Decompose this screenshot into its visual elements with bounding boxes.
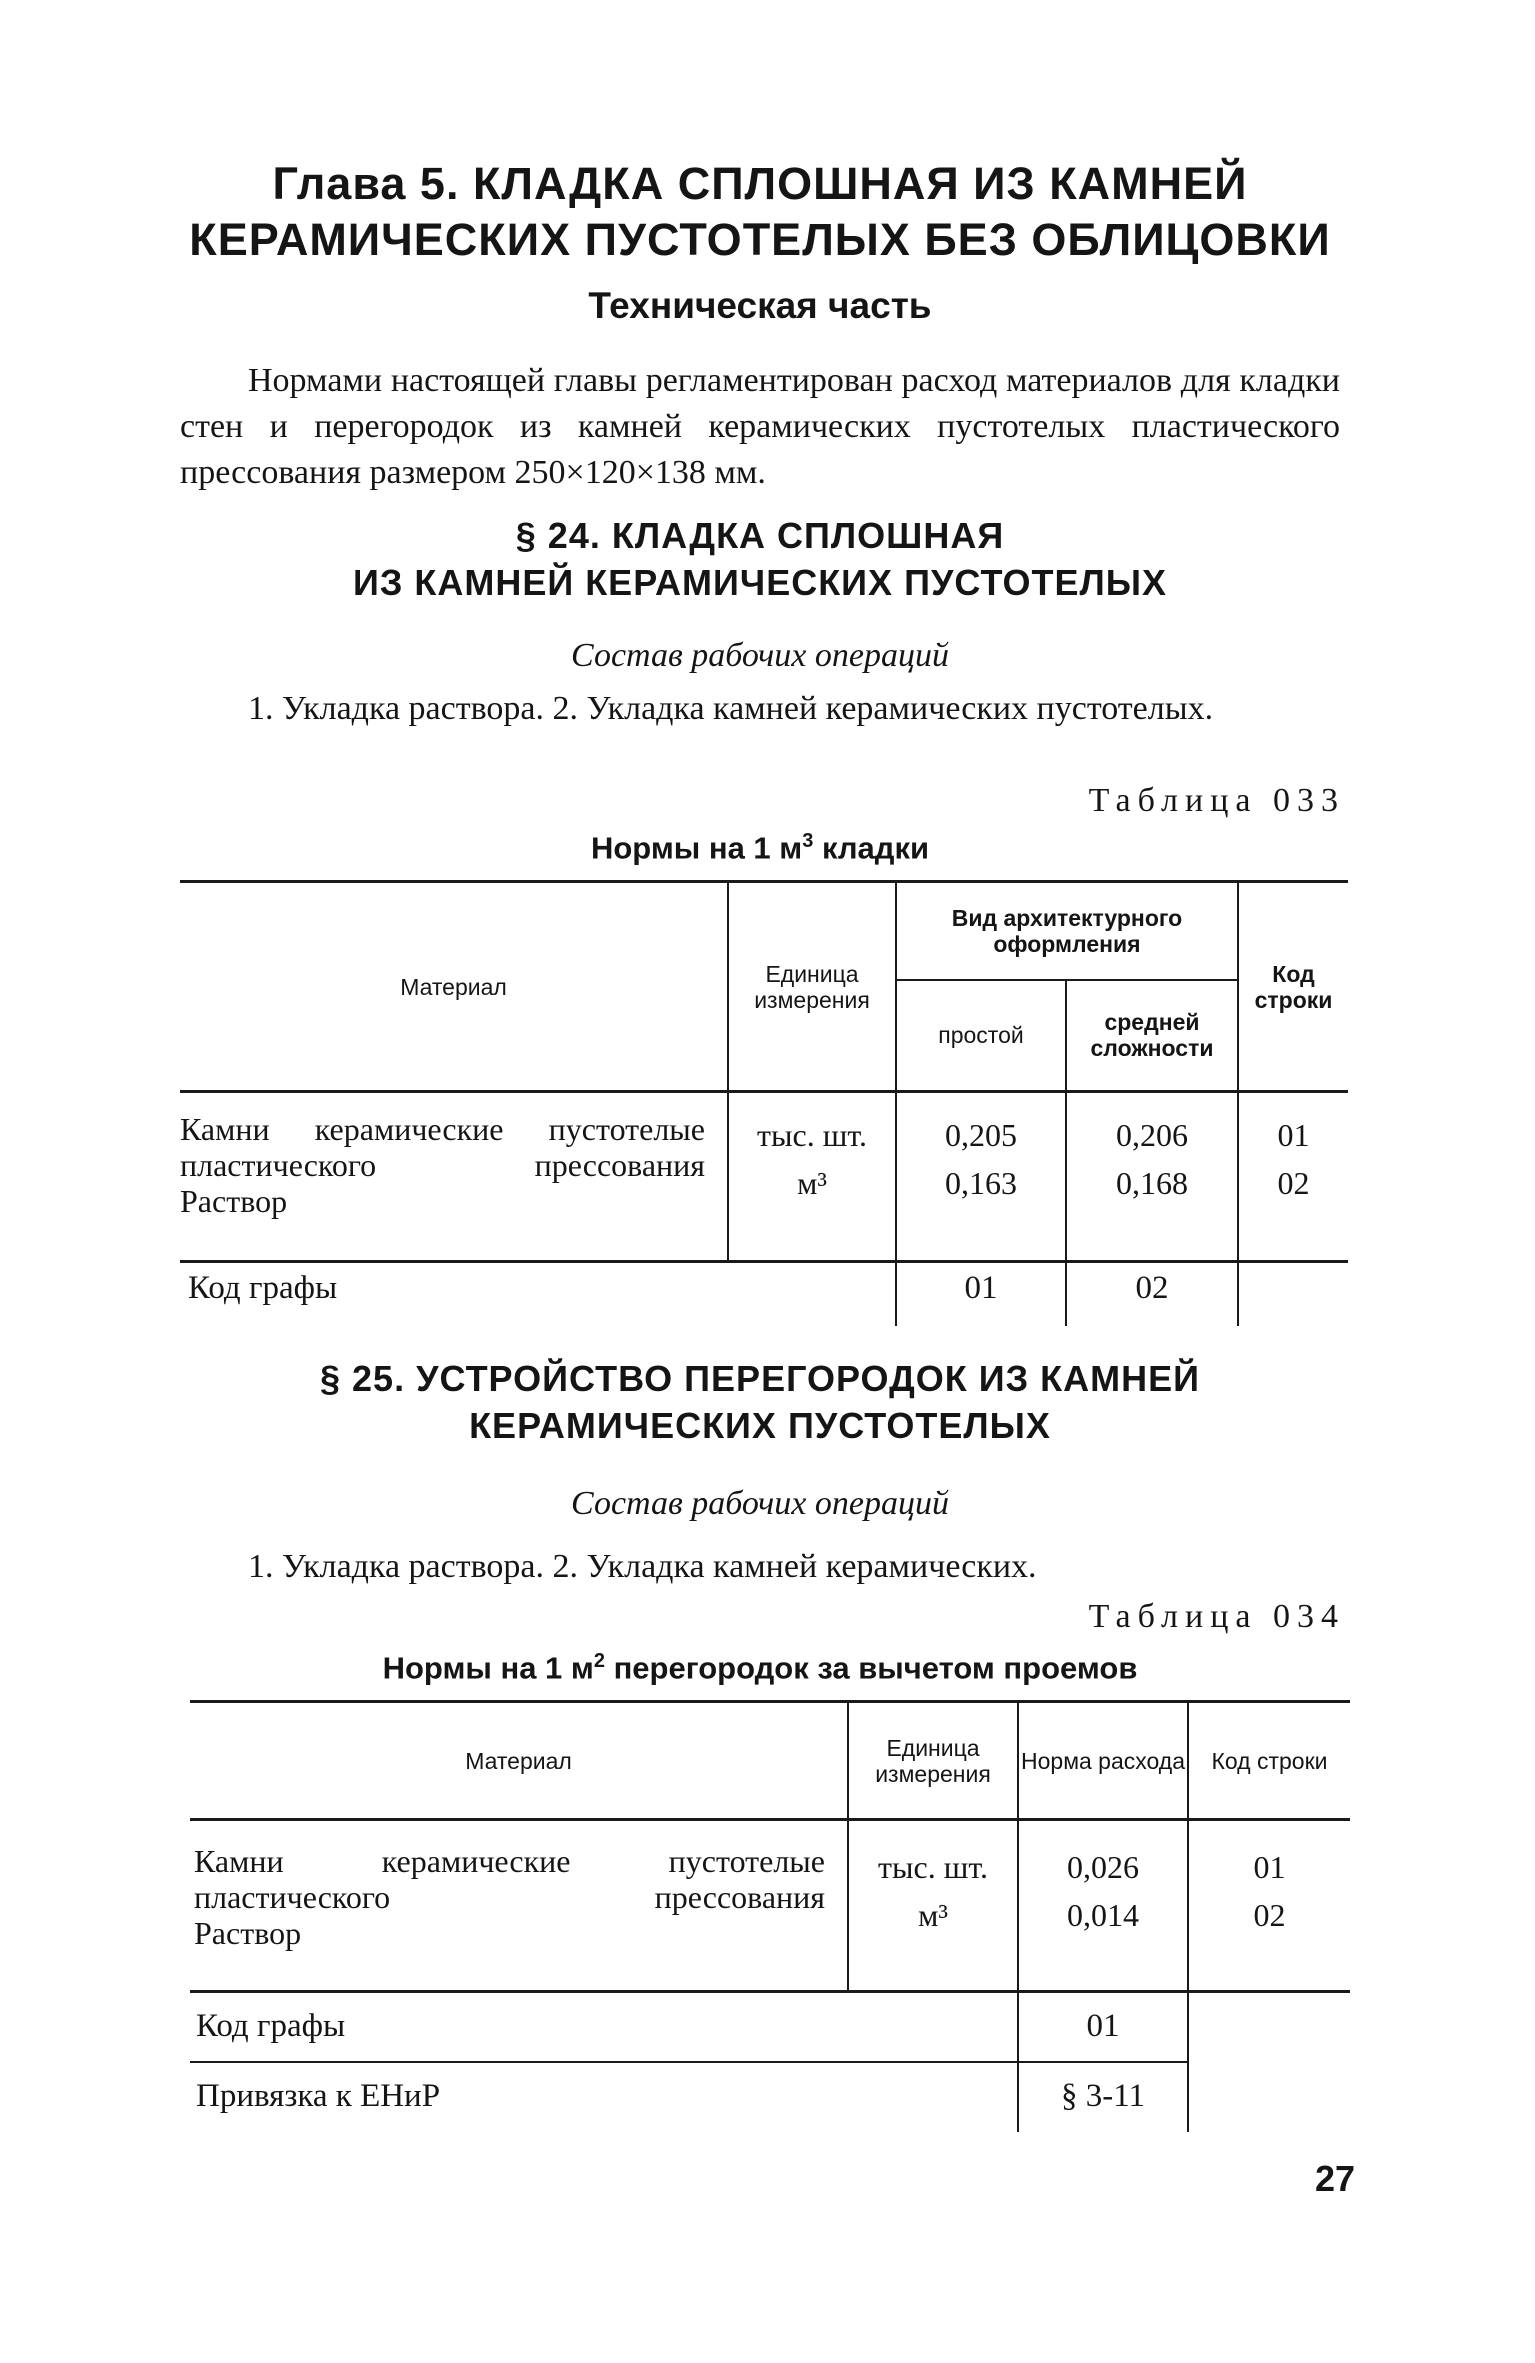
table-033-row-2-simple: 0,163 <box>945 1165 1017 1201</box>
table-034-row-1-unit: тыс. шт. <box>878 1849 988 1885</box>
table-033-footer-col-1: 01 <box>896 1262 1066 1326</box>
technical-part-body: Нормами настоящей главы регламентирован расход материалов для кладки стен и перегородок из камней керамических пустотелых пластического прессования размером 250×120×138 мм. <box>180 362 1340 491</box>
chapter-title <box>180 156 1340 268</box>
table-033-header-simple: простой <box>896 980 1066 1092</box>
section-25-title-line-2: КЕРАМИЧЕСКИХ ПУСТОТЕЛЫХ <box>469 1405 1051 1446</box>
table-033-simple-cell <box>896 1092 1066 1262</box>
table-033-caption-exponent: 3 <box>802 830 814 852</box>
table-034-norm-cell <box>1018 1820 1188 1992</box>
table-033-row-1-simple: 0,205 <box>945 1117 1017 1153</box>
section-25-ops-body: 1. Укладка раствора. 2. Укладка камней керамических. <box>248 1548 1037 1585</box>
table-033-row-1-medium: 0,206 <box>1116 1117 1188 1153</box>
table-034-header-material: Материал <box>190 1702 848 1820</box>
table-034-row-2-norm: 0,014 <box>1067 1897 1139 1933</box>
table-033-header-material: Материал <box>180 882 728 1092</box>
table-033-units-cell <box>728 1092 896 1262</box>
table-033-code-cell <box>1238 1092 1348 1262</box>
section-25-title <box>180 1355 1340 1449</box>
section-25-ops-heading: Состав рабочих операций <box>571 1485 949 1522</box>
chapter-title-line-1: Глава 5. КЛАДКА СПЛОШНАЯ ИЗ КАМНЕЙ <box>272 158 1248 209</box>
table-034 <box>190 1700 1350 2132</box>
table-033-medium-cell <box>1066 1092 1238 1262</box>
table-033-header-unit: Единица измерения <box>728 882 896 1092</box>
table-033-row-2-unit: м³ <box>797 1165 827 1201</box>
section-24-ops-body: 1. Укладка раствора. 2. Укладка камней керамических пустотелых. <box>248 690 1214 727</box>
table-034-footer-2-label: Привязка к ЕНиР <box>196 2077 441 2114</box>
table-034-footer-2-value: § 3-11 <box>1018 2062 1188 2132</box>
table-034-caption <box>180 1650 1340 1686</box>
section-24-ops-text <box>180 686 1340 732</box>
table-033-row-1-code: 01 <box>1277 1117 1310 1153</box>
table-034-code-cell <box>1188 1820 1350 1992</box>
table-033-footer-label: Код графы <box>188 1270 338 1306</box>
table-033-caption-text: Нормы на 1 м <box>590 830 803 866</box>
technical-part-heading: Техническая часть <box>588 285 932 326</box>
table-034-row-2-unit: м³ <box>918 1897 948 1933</box>
table-034-caption-tail: перегородок за вычетом проемов <box>604 1650 1138 1686</box>
table-033-header-medium: средней сложности <box>1066 980 1238 1092</box>
table-033-header-style-group: Вид архитектурного оформления <box>896 882 1238 980</box>
table-034-footer-1-value: 01 <box>1018 1992 1188 2062</box>
table-033-row-2-code: 02 <box>1277 1165 1310 1201</box>
table-034-caption-exponent: 2 <box>593 1650 605 1672</box>
table-033-footer-col-2: 02 <box>1066 1262 1238 1326</box>
section-24-title-line-2: ИЗ КАМНЕЙ КЕРАМИЧЕСКИХ ПУСТОТЕЛЫХ <box>352 562 1168 603</box>
table-034-header-norm: Норма расхода <box>1018 1702 1188 1820</box>
table-033-row-2-medium: 0,168 <box>1116 1165 1188 1201</box>
section-25-ops-text <box>180 1544 1340 1590</box>
section-24-title-line-1: § 24. КЛАДКА СПЛОШНАЯ <box>515 515 1005 556</box>
table-034-row-2-material: Раствор <box>194 1915 302 1951</box>
table-034-units-cell <box>848 1820 1018 1992</box>
table-034-header-row-code: Код строки <box>1188 1702 1350 1820</box>
table-033-row-2-material: Раствор <box>180 1183 288 1219</box>
table-034-label: Таблица 034 <box>1088 1598 1345 1635</box>
page-number: 27 <box>1314 2158 1355 2199</box>
table-033-materials-cell <box>180 1092 728 1262</box>
table-033-label: Таблица 033 <box>1088 782 1345 819</box>
section-24-ops-heading: Состав рабочих операций <box>571 637 949 674</box>
table-034-materials-cell <box>190 1820 848 1992</box>
table-034-row-2-code: 02 <box>1253 1897 1286 1933</box>
technical-part-text <box>180 358 1340 496</box>
chapter-title-line-2: КЕРАМИЧЕСКИХ ПУСТОТЕЛЫХ БЕЗ ОБЛИЦОВКИ <box>189 214 1331 265</box>
table-034-header-unit: Единица измерения <box>848 1702 1018 1820</box>
section-24-title <box>180 512 1340 606</box>
table-034-footer-1-label: Код графы <box>190 1992 848 2062</box>
table-034-row-1-norm: 0,026 <box>1067 1849 1139 1885</box>
table-033-header-row-code: Код строки <box>1238 882 1348 1092</box>
table-033-caption-tail: кладки <box>813 830 930 866</box>
section-25-title-line-1: § 25. УСТРОЙСТВО ПЕРЕГОРОДОК ИЗ КАМНЕЙ <box>320 1358 1200 1399</box>
table-033 <box>180 880 1348 1326</box>
table-033-row-1-unit: тыс. шт. <box>757 1117 867 1153</box>
table-034-caption-text: Нормы на 1 м <box>382 1650 594 1686</box>
table-034-row-1-material: Камни керамические пустотелые пластического прессования <box>194 1843 825 1915</box>
table-034-row-1-code: 01 <box>1253 1849 1286 1885</box>
table-033-caption <box>180 830 1340 866</box>
table-033-row-1-material: Камни керамические пустотелые пластического прессования <box>180 1111 705 1183</box>
